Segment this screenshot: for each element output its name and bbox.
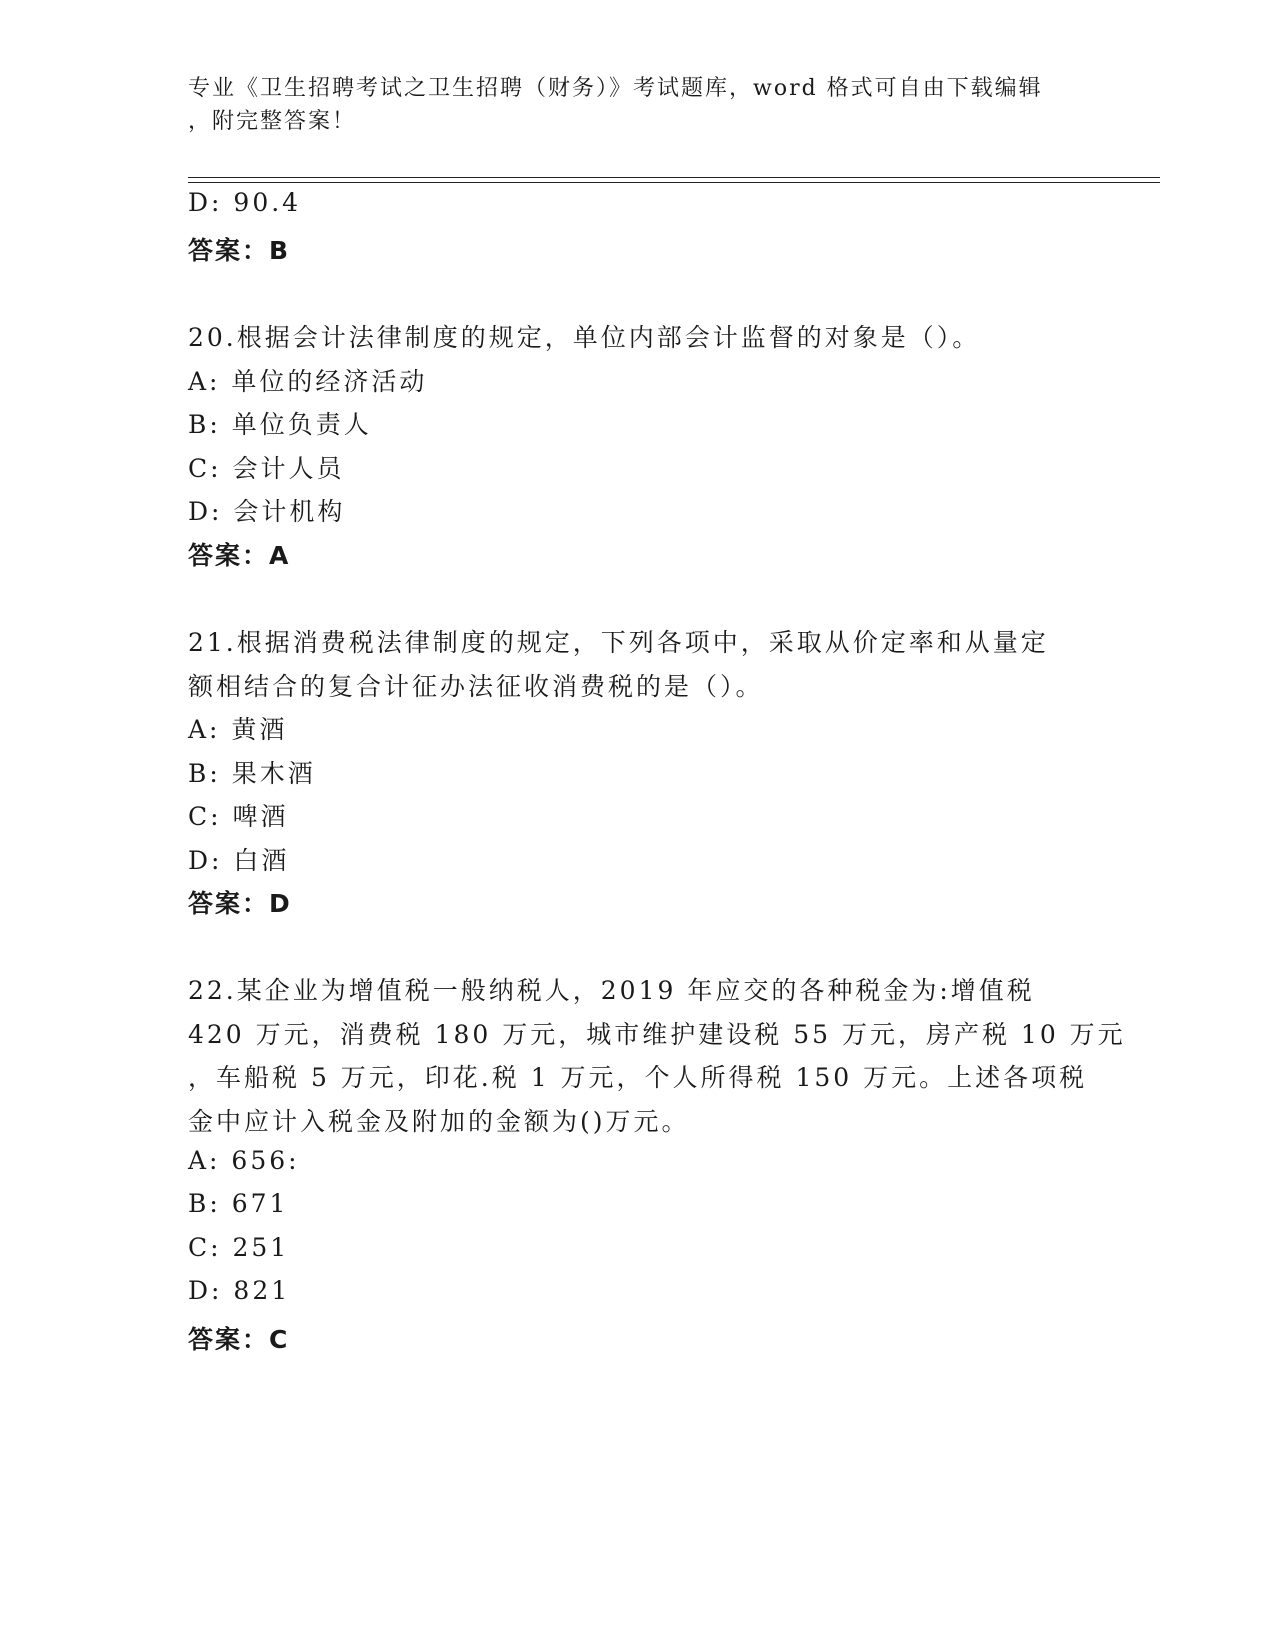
q22-answer: 答案：C xyxy=(188,1325,290,1354)
q21-stem-line-1: 21.根据消费税法律制度的规定，下列各项中，采取从价定率和从量定 xyxy=(188,628,1049,657)
q21-option-d: D: 白酒 xyxy=(188,846,290,875)
q22-option-a: A: 656: xyxy=(188,1146,300,1175)
q21-option-b: B: 果木酒 xyxy=(188,759,316,788)
q22-stem-line-4: 金中应计入税金及附加的金额为()万元。 xyxy=(188,1107,690,1136)
q22-option-c: C: 251 xyxy=(188,1233,290,1262)
q22-option-d: D: 821 xyxy=(188,1276,291,1305)
q20-answer: 答案：A xyxy=(188,541,291,570)
q20-option-a: A: 单位的经济活动 xyxy=(188,367,428,396)
q20-stem: 20.根据会计法律制度的规定，单位内部会计监督的对象是（）。 xyxy=(188,323,981,352)
header-divider-bottom xyxy=(188,182,1160,183)
document-header xyxy=(188,72,1068,138)
q22-stem-line-1: 22.某企业为增值税一般纳税人，2019 年应交的各种税金为:增值税 xyxy=(188,976,1035,1005)
q21-stem-line-2: 额相结合的复合计征办法征收消费税的是（）。 xyxy=(188,672,764,701)
header-divider-top xyxy=(188,177,1160,178)
q21-option-c: C: 啤酒 xyxy=(188,802,289,831)
q21-answer: 答案：D xyxy=(188,889,292,918)
prev-answer: 答案：B xyxy=(188,236,291,265)
q20-option-c: C: 会计人员 xyxy=(188,454,345,483)
q22-stem-line-3: ，车船税 5 万元，印花.税 1 万元，个人所得税 150 万元。上述各项税 xyxy=(188,1063,1088,1092)
header-line-1: 专业《卫生招聘考试之卫生招聘（财务）》考试题库，word 格式可自由下载编辑 xyxy=(188,76,1043,101)
prev-option-d: D: 90.4 xyxy=(188,188,302,217)
header-line-2: ，附完整答案！ xyxy=(188,109,357,134)
q20-option-d: D: 会计机构 xyxy=(188,497,346,526)
q20-option-b: B: 单位负责人 xyxy=(188,410,372,439)
q21-option-a: A: 黄酒 xyxy=(188,715,288,744)
q22-stem-line-2: 420 万元，消费税 180 万元，城市维护建设税 55 万元，房产税 10 万元 xyxy=(188,1020,1126,1049)
q22-option-b: B: 671 xyxy=(188,1189,289,1218)
